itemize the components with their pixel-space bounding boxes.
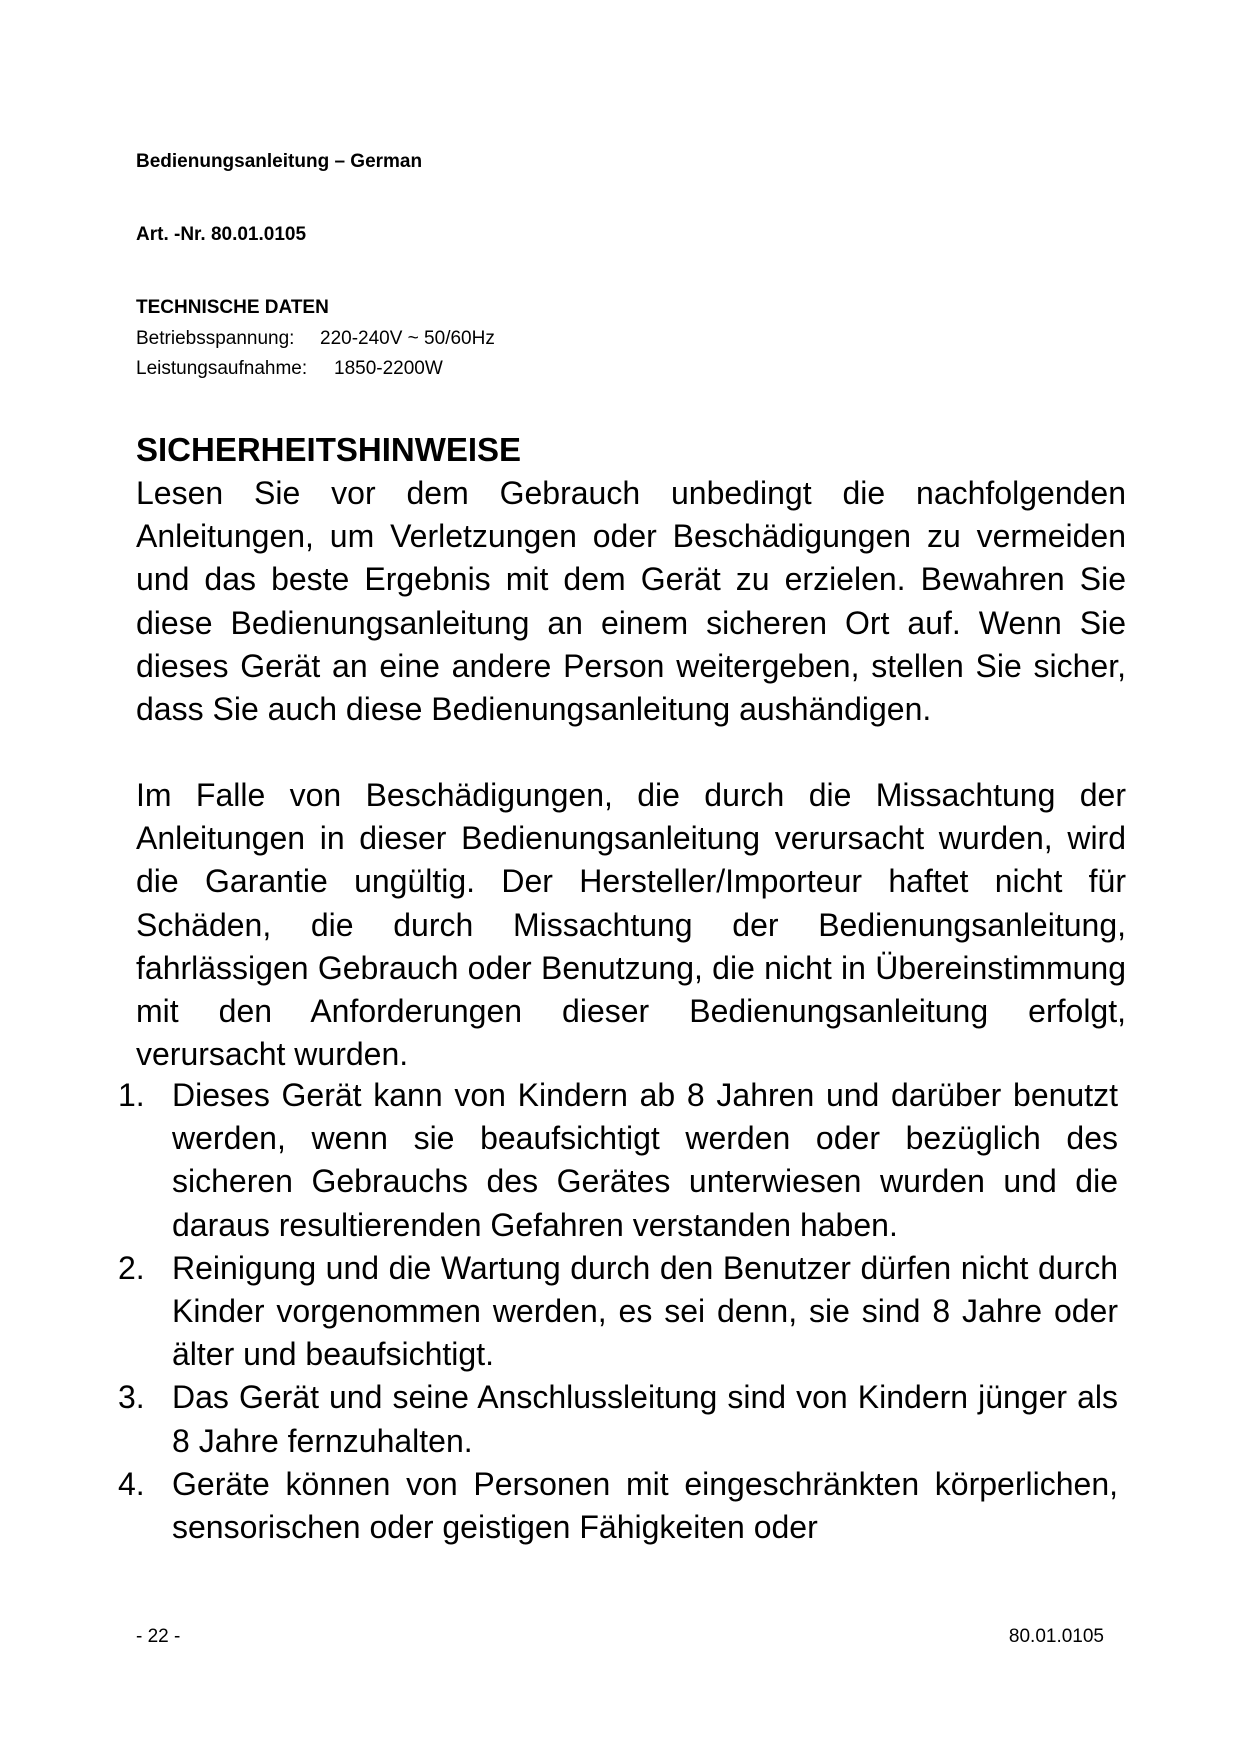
list-item	[118, 1463, 1118, 1549]
spec-label: Leistungsaufnahme:	[136, 358, 308, 379]
page-number: - 22 -	[136, 1626, 181, 1647]
item-text: Dieses Gerät kann von Kindern ab 8 Jahren und darüber benutzt werden, wenn sie beaufsichtigt werden oder bezüglich des sicheren Gebrauchs des Gerätes unterwiesen wurden und die daraus resultierenden Gefahren verstanden haben.	[172, 1077, 1118, 1243]
list-item	[118, 1247, 1118, 1377]
item-number: 3.	[118, 1379, 145, 1416]
footer-doc-code: 80.01.0105	[1008, 1626, 1104, 1647]
spec-value: 220-240V ~ 50/60Hz	[320, 328, 495, 349]
item-text: Geräte können von Personen mit eingeschränkten körperlichen, sensorischen oder geistigen Fähigkeiten oder	[172, 1465, 1118, 1546]
article-number: Art. -Nr. 80.01.0105	[136, 224, 307, 245]
manual-title: Bedienungsanleitung – German	[136, 151, 423, 172]
spec-label: Betriebsspannung:	[136, 328, 295, 349]
spec-row	[136, 357, 443, 381]
spec-value: 1850-2200W	[334, 358, 443, 379]
safety-heading: SICHERHEITSHINWEISE	[136, 431, 522, 468]
item-number: 4.	[118, 1465, 145, 1502]
technical-data-heading: TECHNISCHE DATEN	[136, 297, 329, 318]
safety-list	[118, 1074, 1118, 1549]
item-number: 2.	[118, 1249, 145, 1286]
safety-paragraph: Lesen Sie vor dem Gebrauch unbedingt die nachfolgenden Anleitungen, um Verletzungen oder Beschädigungen zu vermeiden und das beste Ergebnis mit dem Gerät zu erzielen. Bewahren Sie diese Bedienungsanleitung an einem sicheren Ort auf. Wenn Sie dieses Gerät an eine andere Person weitergeben, stellen Sie sicher, dass Sie auch diese Bedienungsanleitung aushändigen.	[136, 475, 1126, 728]
safety-paragraph: Im Falle von Beschädigungen, die durch die Missachtung der Anleitungen in dieser Bedienungsanleitung verursacht wurden, wird die Garantie ungültig. Der Hersteller/Importeur haftet nicht für Schäden, die durch Missachtung der Bedienungsanleitung, fahrlässigen Gebrauch oder Benutzung, die nicht in Übereinstimmung mit den Anforderungen dieser Bedienungsanleitung erfolgt, verursacht wurden.	[136, 777, 1126, 1073]
list-item	[118, 1376, 1118, 1462]
item-text: Das Gerät und seine Anschlussleitung sind von Kindern jünger als 8 Jahre fernzuhalten.	[172, 1379, 1118, 1459]
item-text: Reinigung und die Wartung durch den Benutzer dürfen nicht durch Kinder vorgenommen werden, es sei denn, sie sind 8 Jahre oder älter und beaufsichtigt.	[172, 1249, 1118, 1373]
list-item	[118, 1074, 1118, 1247]
item-number: 1.	[118, 1077, 145, 1113]
spec-row	[136, 327, 495, 351]
